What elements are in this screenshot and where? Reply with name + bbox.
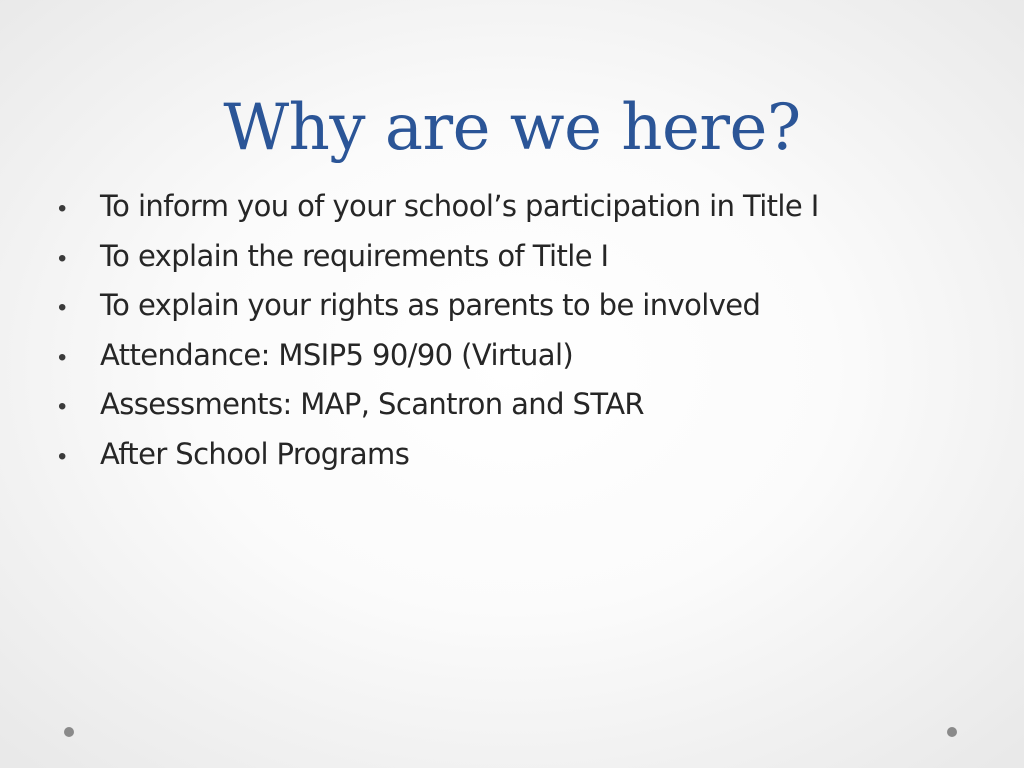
bullet-item xyxy=(58,182,819,232)
bullet-dot-icon: • xyxy=(58,393,67,420)
bullet-dot-icon: • xyxy=(58,294,67,321)
bullet-dot-icon: • xyxy=(58,195,67,222)
bullet-text: To explain the requirements of Title I xyxy=(100,238,609,273)
bullet-item xyxy=(58,331,819,381)
bullet-text: To explain your rights as parents to be involved xyxy=(100,288,761,322)
bullet-text: To inform you of your school’s participation in Title I xyxy=(100,189,819,223)
bullet-text: Assessments: MAP, Scantron and STAR xyxy=(100,387,644,421)
bullet-list xyxy=(58,182,819,479)
bullet-dot-icon: • xyxy=(58,244,67,272)
bullet-text: Attendance: MSIP5 90/90 (Virtual) xyxy=(100,337,574,372)
bullet-item xyxy=(58,380,819,430)
slide-title: Why are we here? xyxy=(223,91,801,165)
bullet-dot-icon: • xyxy=(58,442,67,470)
corner-dot-right-icon xyxy=(947,727,957,737)
bullet-item xyxy=(58,232,819,282)
bullet-dot-icon: • xyxy=(58,343,67,371)
corner-dot-left-icon xyxy=(64,727,74,737)
bullet-item xyxy=(58,430,819,480)
bullet-text: After School Programs xyxy=(100,436,410,471)
bullet-item xyxy=(58,281,819,331)
